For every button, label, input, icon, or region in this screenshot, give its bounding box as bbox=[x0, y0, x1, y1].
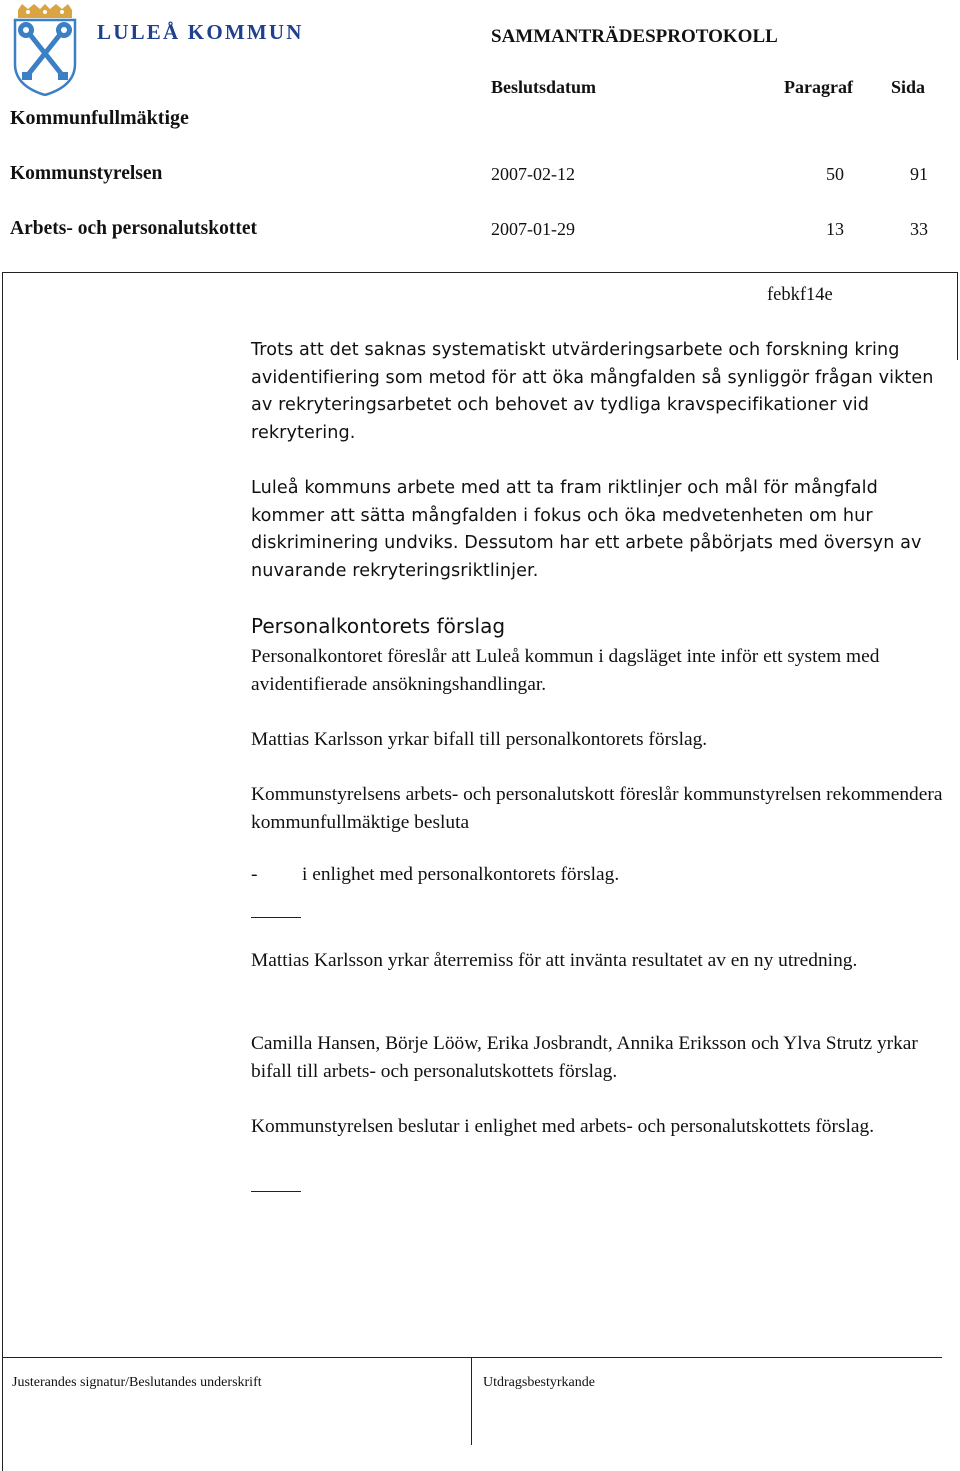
header-row-page: 91 bbox=[910, 164, 928, 184]
section-heading: Personalkontorets förslag bbox=[251, 614, 506, 638]
column-header-paragraph: Paragraf bbox=[784, 77, 853, 97]
column-header-page: Sida bbox=[891, 77, 926, 97]
signature-label: Justerandes signatur/Beslutandes underskrift bbox=[12, 1375, 262, 1390]
paragraph: Kommunstyrelsens arbets- och personalutskott föreslår kommunstyrelsen rekommendera kommunfullmäktige besluta bbox=[251, 784, 943, 833]
paragraph: Personalkontoret föreslår att Luleå kommun i dagsläget inte inför ett system med avidentifierade ansökningshandlingar. bbox=[251, 646, 880, 695]
extract-label: Utdragsbestyrkande bbox=[483, 1375, 595, 1390]
header-divider bbox=[2, 272, 958, 273]
footer-divider bbox=[2, 1357, 942, 1358]
paragraph: Camilla Hansen, Börje Lööw, Erika Josbrandt, Annika Eriksson och Ylva Strutz yrkar bifall till arbets- och personalutskottets förslag. bbox=[251, 1033, 918, 1082]
separator-rule bbox=[251, 1191, 301, 1192]
document-code: febkf14e bbox=[767, 285, 833, 305]
paragraph: Trots att det saknas systematiskt utvärderingsarbete och forskning kring avidentifiering som metod för att öka mångfalden så synliggör frågan vikten av rekryteringsarbetet och behovet av tydliga kravspecifikationer vid rekrytering. bbox=[251, 340, 934, 443]
organ-name: Kommunfullmäktige bbox=[10, 107, 189, 129]
header-row-date: 2007-01-29 bbox=[491, 219, 575, 239]
header-row-paragraph: 50 bbox=[826, 164, 844, 184]
paragraph: Mattias Karlsson yrkar bifall till personalkontorets förslag. bbox=[251, 729, 708, 750]
header-row-body: Kommunstyrelsen bbox=[10, 163, 163, 184]
separator-rule bbox=[251, 917, 301, 918]
footer-column-divider bbox=[471, 1357, 472, 1445]
left-margin-line bbox=[2, 272, 3, 1471]
right-margin-line bbox=[957, 272, 958, 360]
header-row-date: 2007-02-12 bbox=[491, 164, 575, 184]
protocol-title: SAMMANTRÄDESPROTOKOLL bbox=[491, 26, 778, 47]
brand-name: LULEÅ KOMMUN bbox=[97, 20, 304, 44]
paragraph: Kommunstyrelsen beslutar i enlighet med arbets- och personalutskottets förslag. bbox=[251, 1116, 875, 1137]
paragraph: Luleå kommuns arbete med att ta fram riktlinjer och mål för mångfald kommer att sätta mångfalden i fokus och öka medvetenheten om hur diskriminering undviks. Dessutom har ett arbete påbörjats med översyn av nuvarande rekryteringsriktlinjer. bbox=[251, 478, 922, 581]
column-header-date: Beslutsdatum bbox=[491, 77, 597, 97]
header-row-body: Arbets- och personalutskottet bbox=[10, 218, 257, 239]
paragraph: Mattias Karlsson yrkar återremiss för att invänta resultatet av en ny utredning. bbox=[251, 950, 858, 971]
municipal-logo bbox=[10, 4, 80, 96]
header-row-paragraph: 13 bbox=[826, 219, 844, 239]
bullet-dash: - bbox=[251, 864, 258, 885]
bullet-text: i enlighet med personalkontorets förslag. bbox=[302, 864, 620, 885]
header-row-page: 33 bbox=[910, 219, 928, 239]
